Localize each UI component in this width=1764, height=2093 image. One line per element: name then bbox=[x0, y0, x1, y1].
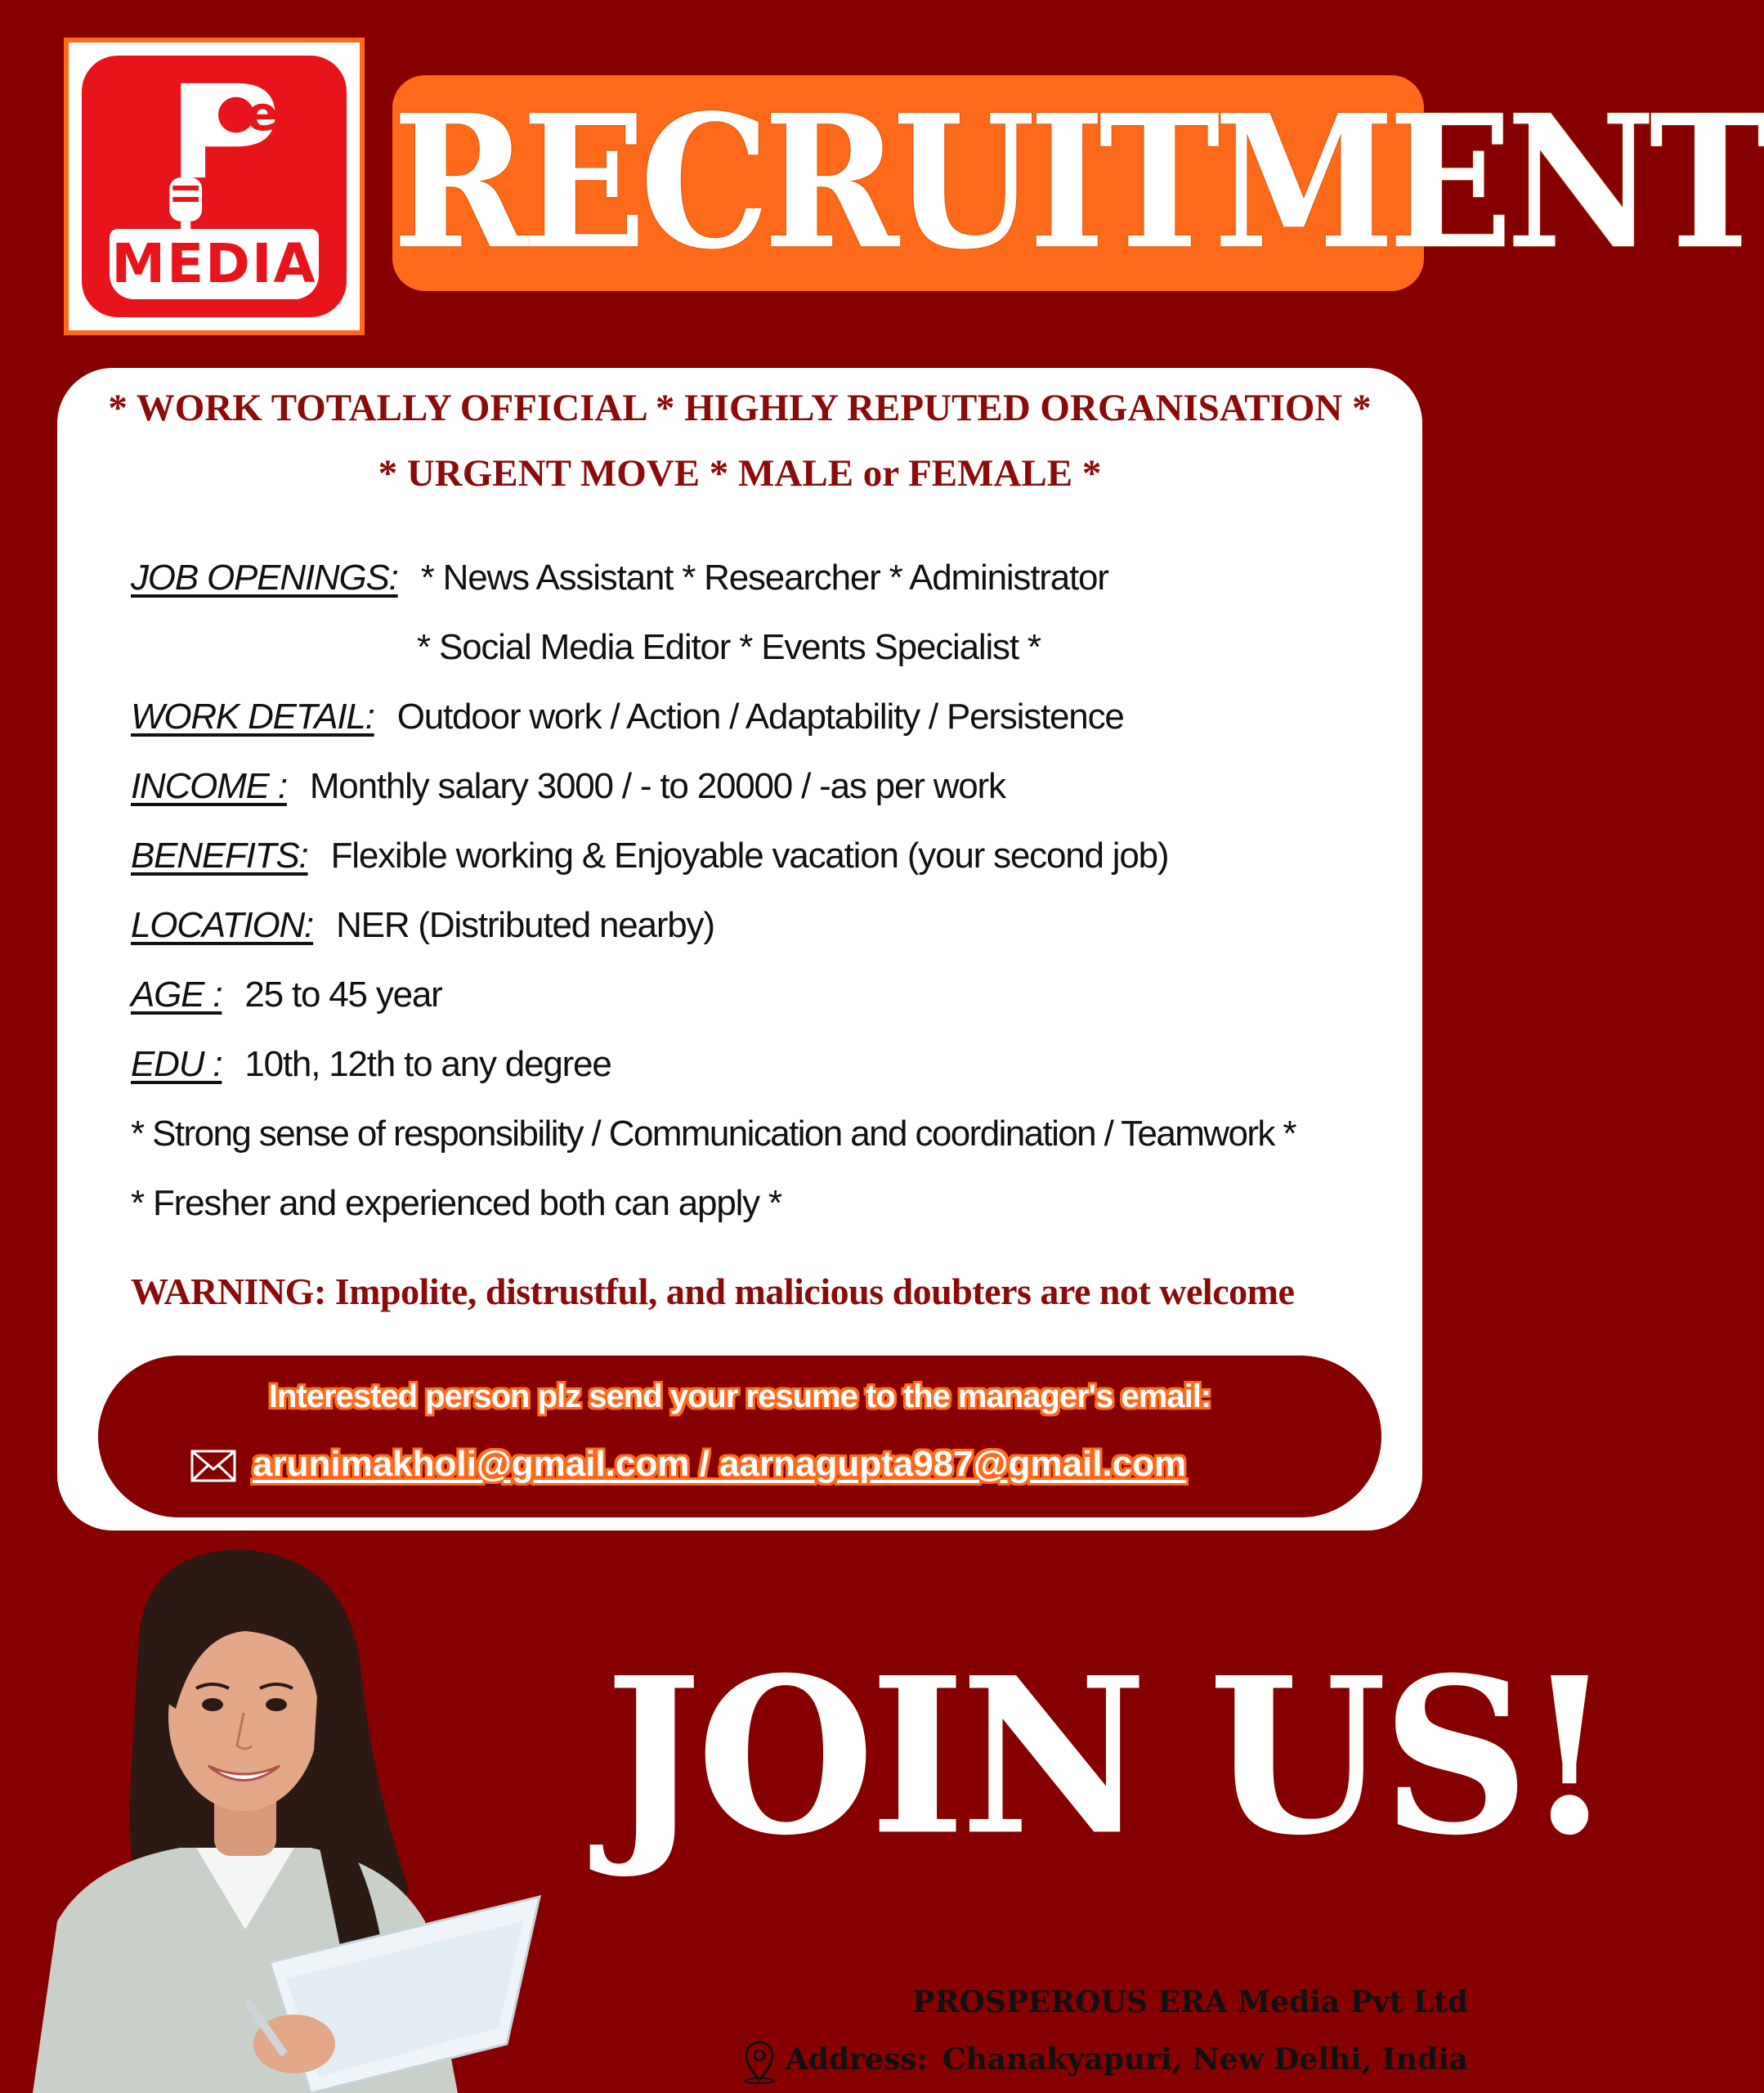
page-title: RECRUITMENT bbox=[392, 74, 1764, 291]
work-detail-row bbox=[131, 697, 1124, 737]
location-row bbox=[131, 905, 714, 946]
location-pin-icon bbox=[741, 2041, 777, 2083]
age-label: AGE : bbox=[131, 975, 222, 1015]
warning-text: WARNING: Impolite, distrustful, and malicious doubters are not welcome bbox=[131, 1271, 1295, 1312]
edu-value: 10th, 12th to any degree bbox=[244, 1044, 611, 1084]
job-openings-label: JOB OPENINGS: bbox=[131, 558, 398, 598]
work-detail-label: WORK DETAIL: bbox=[131, 697, 374, 737]
address-value: Chanakyapuri, New Delhi, India bbox=[942, 2042, 1468, 2077]
benefits-row bbox=[131, 836, 1168, 876]
logo bbox=[64, 38, 365, 335]
job-openings-row-2 bbox=[417, 627, 1041, 668]
woman-holding-papers-image bbox=[0, 1537, 572, 2093]
age-value: 25 to 45 year bbox=[244, 975, 442, 1015]
income-label: INCOME : bbox=[131, 766, 287, 806]
fresher-line: * Fresher and experienced both can apply * bbox=[131, 1183, 781, 1223]
contact-prompt: Interested person plz send your resume to the manager's email: bbox=[268, 1378, 1211, 1414]
email-row bbox=[190, 1444, 1186, 1485]
location-label: LOCATION: bbox=[131, 905, 314, 945]
logo-letter-e: e bbox=[246, 86, 279, 141]
email-addresses[interactable]: arunimakholi@gmail.com / aarnagupta987@gmail.com bbox=[253, 1444, 1187, 1484]
title-banner bbox=[392, 74, 1764, 291]
edu-label: EDU : bbox=[131, 1044, 222, 1084]
address-line bbox=[741, 2041, 1468, 2083]
contact-box bbox=[98, 1356, 1381, 1517]
income-row bbox=[131, 766, 1005, 807]
benefits-label: BENEFITS: bbox=[131, 836, 308, 876]
tagline-2: * URGENT MOVE * MALE or FEMALE * bbox=[378, 452, 1102, 495]
address-label: Address: bbox=[785, 2042, 928, 2077]
join-us-heading: JOIN US! bbox=[605, 1629, 1610, 1883]
mail-icon bbox=[190, 1450, 236, 1482]
logo-badge bbox=[82, 56, 347, 317]
company-name: PROSPEROUS ERA Media Pvt Ltd bbox=[912, 1985, 1468, 2019]
location-value: NER (Distributed nearby) bbox=[336, 905, 714, 945]
work-detail-value: Outdoor work / Action / Adaptability / Persistence bbox=[396, 697, 1124, 737]
income-value: Monthly salary 3000 / - to 20000 / -as per work bbox=[309, 766, 1005, 806]
skills-line: * Strong sense of responsibility / Communication and coordination / Teamwork * bbox=[131, 1114, 1296, 1154]
age-row bbox=[131, 975, 442, 1015]
logo-media-text: MEDIA bbox=[110, 229, 319, 299]
benefits-value: Flexible working & Enjoyable vacation (your second job) bbox=[330, 836, 1169, 876]
tagline-1: * WORK TOTALLY OFFICIAL * HIGHLY REPUTED ORGANISATION * bbox=[108, 387, 1372, 429]
edu-row bbox=[131, 1044, 611, 1085]
job-openings-line2: * Social Media Editor * Events Specialist * bbox=[417, 627, 1041, 667]
job-openings-line1: * News Assistant * Researcher * Administrator bbox=[420, 558, 1108, 598]
job-openings-row bbox=[131, 558, 1108, 598]
details-panel bbox=[57, 368, 1422, 1531]
